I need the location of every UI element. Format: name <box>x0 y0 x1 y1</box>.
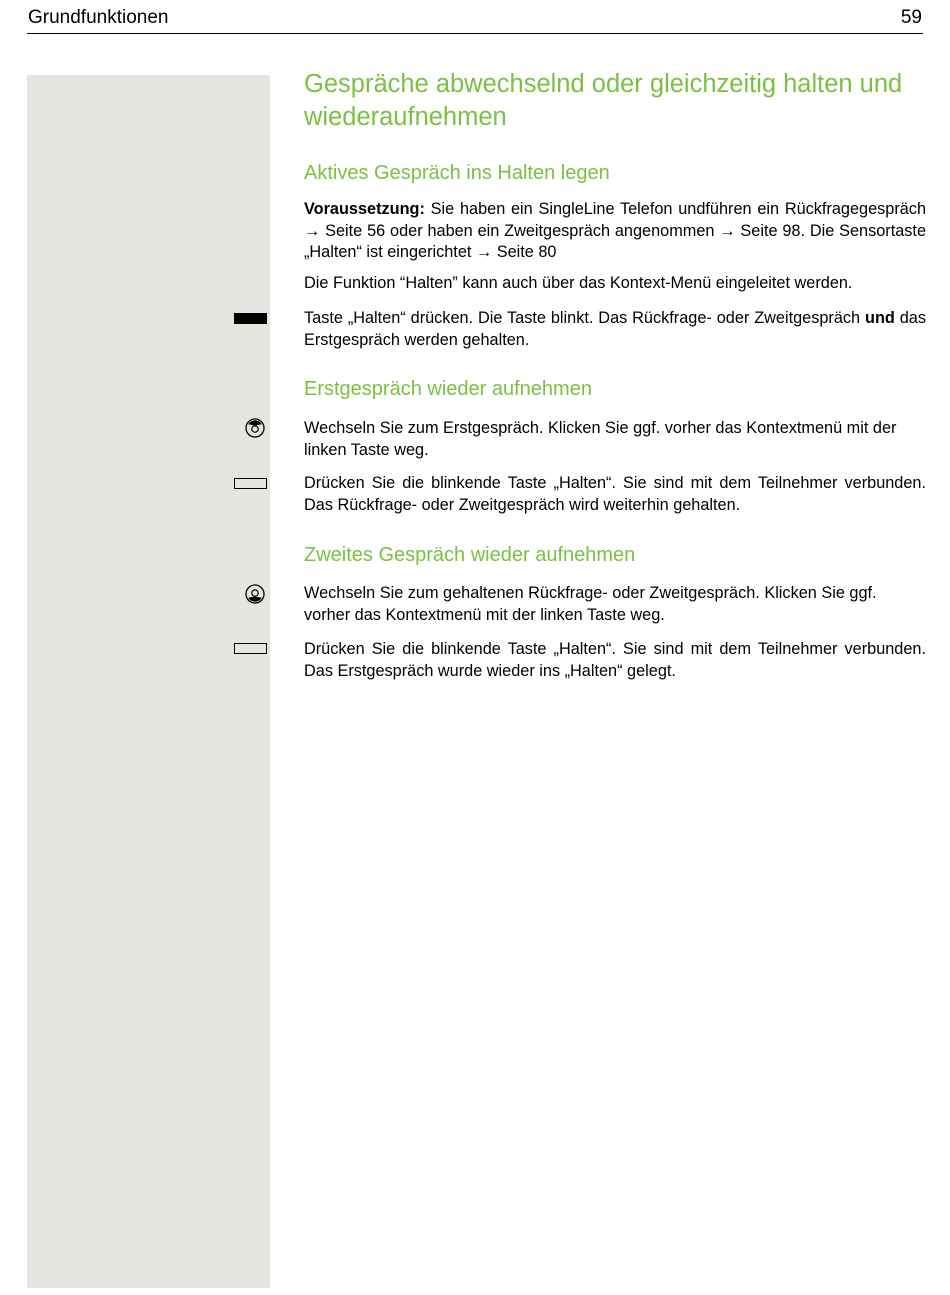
arrow-icon: → <box>304 221 321 240</box>
prerequisite-paragraph <box>304 199 926 264</box>
navigate-up-icon <box>245 418 265 438</box>
header-title: Grundfunktionen <box>28 7 169 28</box>
step-text: das Erstgespräch werden gehalten. <box>304 309 927 349</box>
prerequisite-text: Seite 80 <box>492 243 557 261</box>
page-number: 59 <box>900 7 922 28</box>
step-bold: und <box>865 309 895 327</box>
hold-key-icon <box>234 478 267 489</box>
context-menu-note: Die Funktion “Halten” kann auch über das Kontext-Menü eingeleitet werden. <box>304 274 853 292</box>
arrow-icon: → <box>719 221 736 240</box>
hold-key-icon <box>234 643 267 654</box>
main-heading: Gespräche abwechselnd oder gleichzeitig halten und wiederaufnehmen <box>304 70 903 131</box>
icon-sidebar <box>27 75 270 1288</box>
step-text: Taste „Halten“ drücken. Die Taste blinkt. Das Rückfrage- oder Zweitgespräch <box>304 309 865 327</box>
prerequisite-text: Sie haben ein SingleLine Telefon undführen ein Rückfragegespräch <box>424 200 926 218</box>
step-press-hold <box>304 308 926 351</box>
step-switch-first-call: Wechseln Sie zum Erstgespräch. Klicken Sie ggf. vorher das Kontextmenü mit der linken Taste weg. <box>304 419 897 459</box>
section-heading-hold: Aktives Gespräch ins Halten legen <box>304 162 610 184</box>
hold-key-lit-icon <box>234 313 267 324</box>
arrow-icon: → <box>475 243 493 261</box>
prerequisite-text: Seite 98. Die Sensortaste „Halten“ ist eingerichtet <box>304 221 926 261</box>
prerequisite-label: Voraussetzung: <box>304 200 425 218</box>
step-press-blinking-hold-2: Drücken Sie die blinkende Taste „Halten“. Sie sind mit dem Teilnehmer verbunden. Das Erstgespräch wurde wieder ins „Halten“ gelegt. <box>304 640 926 680</box>
header-divider <box>27 33 923 34</box>
prerequisite-text: Seite 56 oder haben ein Zweitgespräch angenommen <box>320 221 720 240</box>
navigate-down-icon <box>245 584 265 604</box>
step-press-blinking-hold: Drücken Sie die blinkende Taste „Halten“. Sie sind mit dem Teilnehmer verbunden. Das Rückfrage- oder Zweitgespräch wird weiterhin gehalten. <box>304 474 926 514</box>
step-switch-second-call: Wechseln Sie zum gehaltenen Rückfrage- oder Zweitgespräch. Klicken Sie ggf. vorher das Kontextmenü mit der linken Taste weg. <box>304 584 877 624</box>
section-heading-resume-first: Erstgespräch wieder aufnehmen <box>304 378 592 400</box>
section-heading-resume-second: Zweites Gespräch wieder aufnehmen <box>304 544 636 566</box>
